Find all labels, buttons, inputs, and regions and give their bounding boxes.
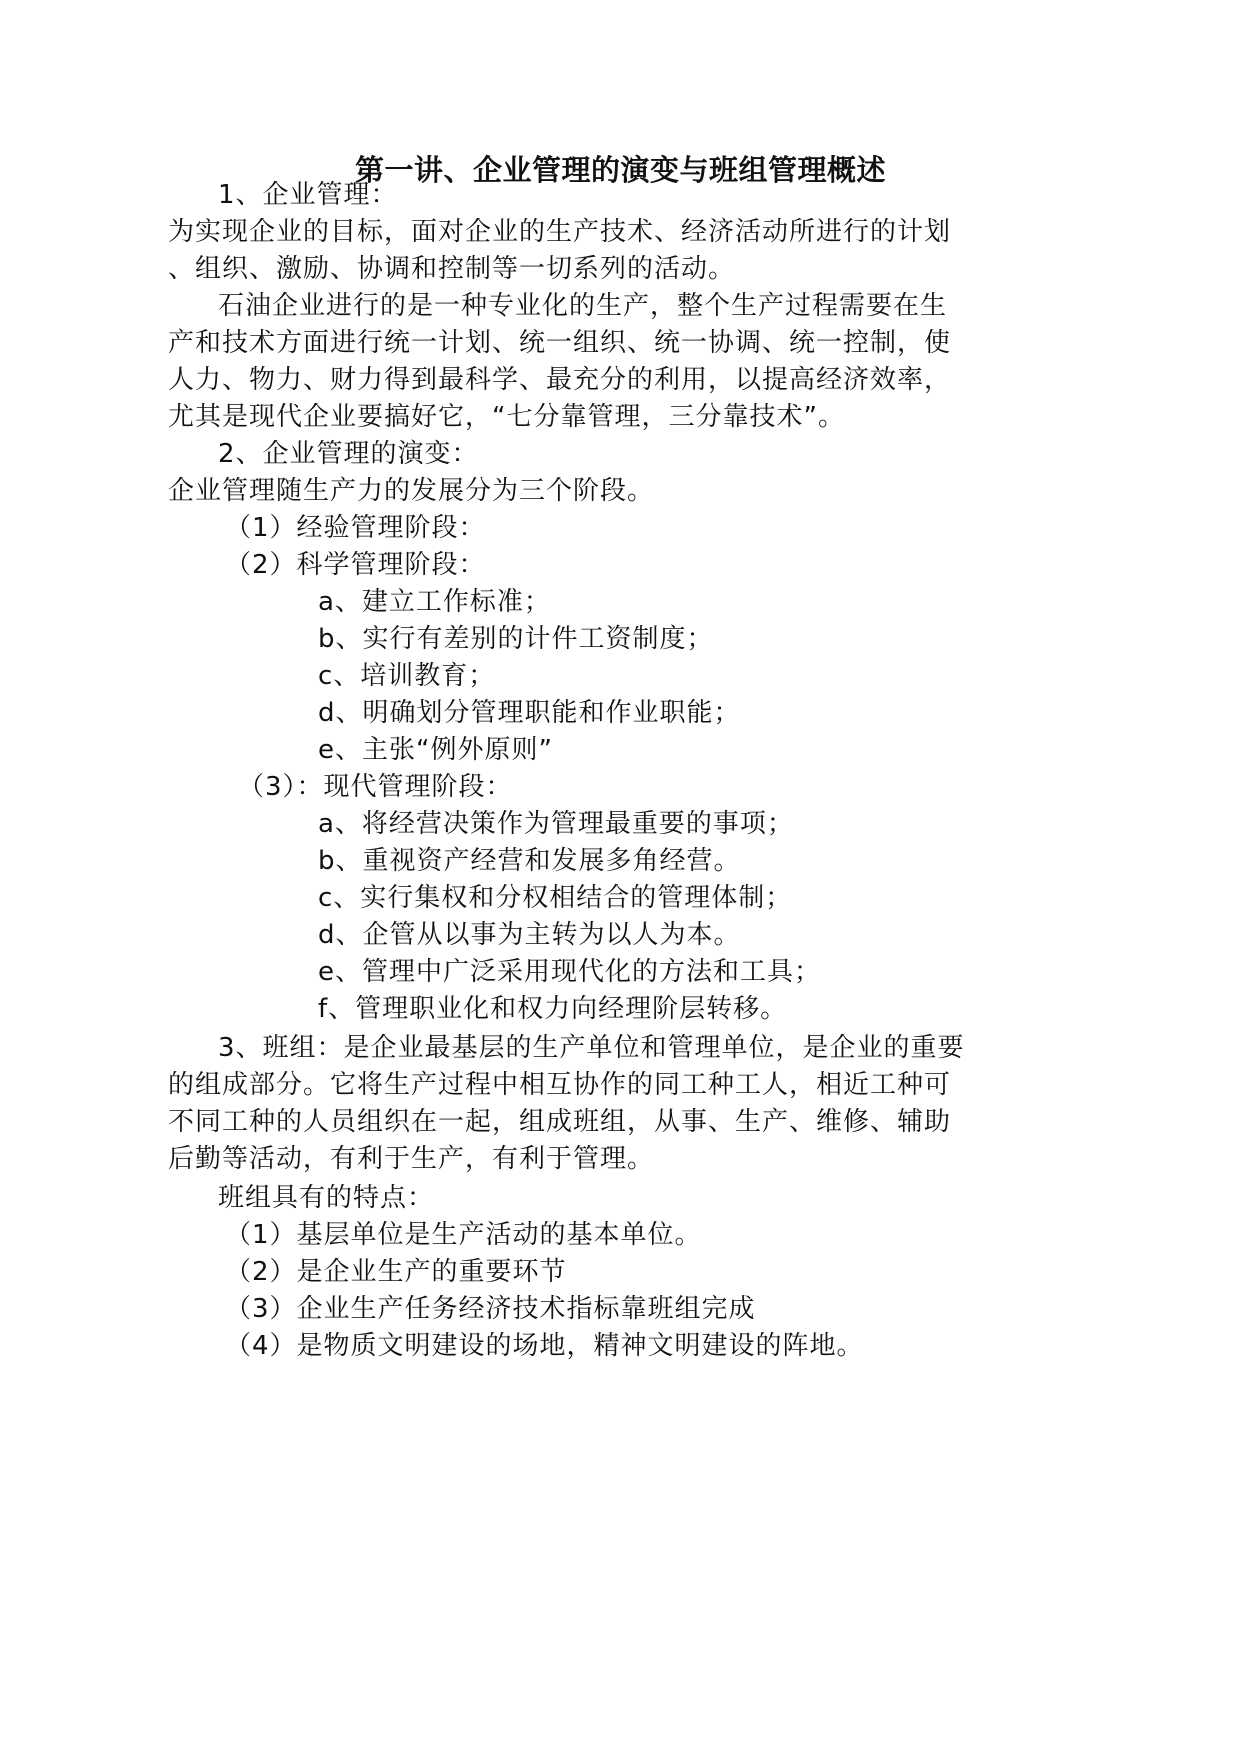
list-item: e、主张“例外原则” [318, 735, 553, 765]
paragraph-line: 的组成部分。它将生产过程中相互协作的同工种工人，相近工种可 [168, 1070, 952, 1100]
list-item: c、培训教育； [318, 661, 496, 691]
section-heading-1: 1、企业管理： [218, 180, 398, 210]
paragraph-line: 企业管理随生产力的发展分为三个阶段。 [168, 476, 655, 506]
list-item: f、管理职业化和权力向经理阶层转移。 [318, 994, 788, 1024]
feature-item: （3）企业生产任务经济技术指标靠班组完成 [225, 1294, 756, 1324]
paragraph-line: 班组具有的特点： [218, 1183, 435, 1213]
stage-heading-2: （2）科学管理阶段： [225, 550, 486, 580]
section-heading-2: 2、企业管理的演变： [218, 439, 479, 469]
list-item: b、重视资产经营和发展多角经营。 [318, 846, 741, 876]
stage-heading-1: （1）经验管理阶段： [225, 513, 486, 543]
paragraph-line: 、组织、激励、协调和控制等一切系列的活动。 [168, 254, 736, 284]
paragraph-line: 产和技术方面进行统一计划、统一组织、统一协调、统一控制，使 [168, 328, 952, 358]
list-item: e、管理中广泛采用现代化的方法和工具； [318, 957, 821, 987]
list-item: d、明确划分管理职能和作业职能； [318, 698, 741, 728]
paragraph-line: 尤其是现代企业要搞好它，“七分靠管理，三分靠技术”。 [168, 402, 845, 432]
document-title: 第一讲、企业管理的演变与班组管理概述 [354, 153, 886, 187]
paragraph-line: 后勤等活动，有利于生产，有利于管理。 [168, 1144, 655, 1174]
feature-item: （4）是物质文明建设的场地，精神文明建设的阵地。 [225, 1331, 864, 1361]
paragraph-line: 不同工种的人员组织在一起，组成班组，从事、生产、维修、辅助 [168, 1107, 952, 1137]
list-item: a、建立工作标准； [318, 587, 551, 617]
list-item: c、实行集权和分权相结合的管理体制； [318, 883, 793, 913]
paragraph-line: 人力、物力、财力得到最科学、最充分的利用，以提高经济效率， [168, 365, 952, 395]
list-item: b、实行有差别的计件工资制度； [318, 624, 714, 654]
section-heading-3: 3、班组：是企业最基层的生产单位和管理单位，是企业的重要 [218, 1033, 965, 1063]
stage-heading-3: （3）：现代管理阶段： [238, 772, 513, 802]
list-item: a、将经营决策作为管理最重要的事项； [318, 809, 794, 839]
feature-item: （1）基层单位是生产活动的基本单位。 [225, 1220, 702, 1250]
paragraph-line: 石油企业进行的是一种专业化的生产，整个生产过程需要在生 [218, 291, 948, 321]
paragraph-line: 为实现企业的目标，面对企业的生产技术、经济活动所进行的计划 [168, 217, 952, 247]
feature-item: （2）是企业生产的重要环节 [225, 1257, 567, 1287]
list-item: d、企管从以事为主转为以人为本。 [318, 920, 741, 950]
